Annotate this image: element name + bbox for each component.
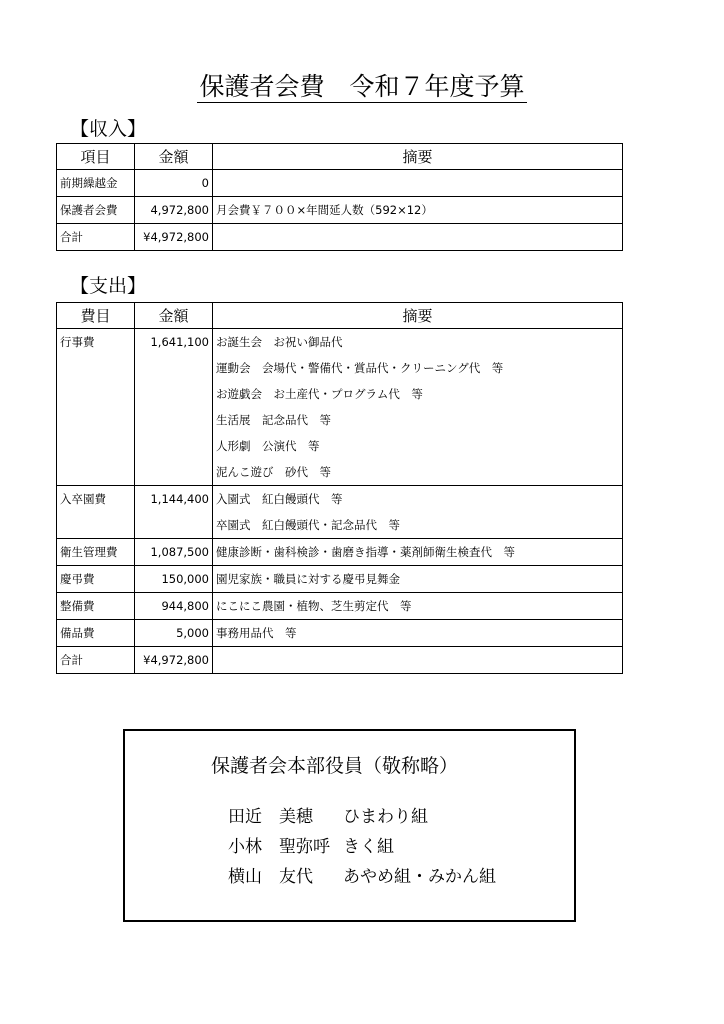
expense-note: にこにこ農園・植物、芝生剪定代 等 [216,599,412,613]
expense-amount: 1,641,100 [150,335,209,349]
expense-row [57,566,623,593]
income-header-notes: 摘要 [213,144,623,170]
expense-amount: 5,000 [176,626,209,640]
officer-group: あやめ組・みかん組 [343,867,496,887]
expense-row [57,486,623,539]
expense-header-notes: 摘要 [213,303,623,329]
expense-amount: 944,800 [161,599,209,613]
expense-note: お遊戯会 お土産代・プログラム代 等 [216,387,423,401]
officer-group: きく組 [343,837,394,857]
expense-amount-cell [135,566,213,593]
income-note [216,170,619,196]
expense-note: 園児家族・職員に対する慶弔見舞金 [216,572,400,586]
expense-item-cell [57,329,135,486]
expense-item: 備品費 [60,626,95,640]
expense-row [57,620,623,647]
expense-note: 人形劇 公演代 等 [216,439,320,453]
expense-amount-cell [135,593,213,620]
expense-item-cell [57,566,135,593]
expense-notes-cell [213,566,623,593]
expense-item: 合計 [60,653,83,667]
income-amount-cell [135,197,213,224]
expense-header-amount: 金額 [135,303,213,329]
expense-note: 事務用品代 等 [216,626,297,640]
expense-notes-cell [213,329,623,486]
income-item: 保護者会費 [60,203,118,217]
expense-note [216,647,619,673]
income-heading: 【収入】 [70,118,147,140]
expense-note: お誕生会 お祝い御品代 [216,335,343,349]
income-row [57,224,623,251]
income-header-item: 項目 [57,144,135,170]
expense-notes-cell [213,647,623,674]
officer-row [228,865,496,889]
income-item-cell [57,224,135,251]
expense-row [57,329,623,486]
expense-item: 慶弔費 [60,572,95,586]
income-notes-cell [213,170,623,197]
income-notes-cell [213,197,623,224]
income-item: 前期繰越金 [60,176,118,190]
expense-table [56,302,623,674]
expense-item-cell [57,539,135,566]
income-row [57,197,623,224]
income-header-amount: 金額 [135,144,213,170]
income-notes-cell [213,224,623,251]
income-item-cell [57,170,135,197]
income-item: 合計 [60,230,83,244]
expense-note: 入園式 紅白饅頭代 等 [216,492,343,506]
expense-item-cell [57,486,135,539]
income-amount: 0 [201,176,209,190]
expense-header-row [57,303,623,329]
officers-box [123,729,576,922]
expense-item: 整備費 [60,599,95,613]
expense-note: 運動会 会場代・警備代・賞品代・クリーニング代 等 [216,361,504,375]
expense-item: 入卒園費 [60,492,106,506]
expense-amount-cell [135,620,213,647]
expense-amount-cell [135,647,213,674]
officer-name: 小林 聖弥呼 [228,837,330,857]
expense-row [57,647,623,674]
income-header-row [57,144,623,170]
expense-row [57,593,623,620]
expense-notes-cell [213,620,623,647]
expense-amount: 1,087,500 [150,545,209,559]
officer-row [228,835,394,859]
officers-title: 保護者会本部役員（敬称略） [211,755,459,777]
expense-row [57,539,623,566]
income-note: 月会費￥７００×年間延人数（592×12） [216,203,433,217]
expense-header-item: 費目 [57,303,135,329]
income-note [216,224,619,250]
expense-amount-cell [135,539,213,566]
expense-notes-cell [213,593,623,620]
expense-item-cell [57,647,135,674]
income-row [57,170,623,197]
expense-notes-cell [213,539,623,566]
officer-row [228,805,428,829]
expense-item: 衛生管理費 [60,545,118,559]
expense-amount: 1,144,400 [150,492,209,506]
officer-group: ひまわり組 [343,807,428,827]
expense-notes-cell [213,486,623,539]
expense-note: 生活展 記念品代 等 [216,413,331,427]
officer-name: 田近 美穂 [228,807,313,827]
income-amount: 4,972,800 [150,203,209,217]
expense-item: 行事費 [60,335,95,349]
income-table [56,143,623,251]
expense-amount-cell [135,486,213,539]
expense-item-cell [57,620,135,647]
expense-note: 健康診断・歯科検診・歯磨き指導・薬剤師衛生検査代 等 [216,545,515,559]
income-item-cell [57,197,135,224]
expense-note: 泥んこ遊び 砂代 等 [216,465,331,479]
expense-heading: 【支出】 [70,275,147,297]
income-amount-cell [135,224,213,251]
officer-name: 横山 友代 [228,867,313,887]
expense-item-cell [57,593,135,620]
page-title: 保護者会費 令和７年度予算 [199,72,525,101]
expense-amount-cell [135,329,213,486]
income-amount-cell [135,170,213,197]
expense-amount: 150,000 [161,572,209,586]
income-amount: ¥4,972,800 [143,230,209,244]
expense-amount: ¥4,972,800 [143,653,209,667]
expense-note: 卒園式 紅白饅頭代・記念品代 等 [216,518,400,532]
